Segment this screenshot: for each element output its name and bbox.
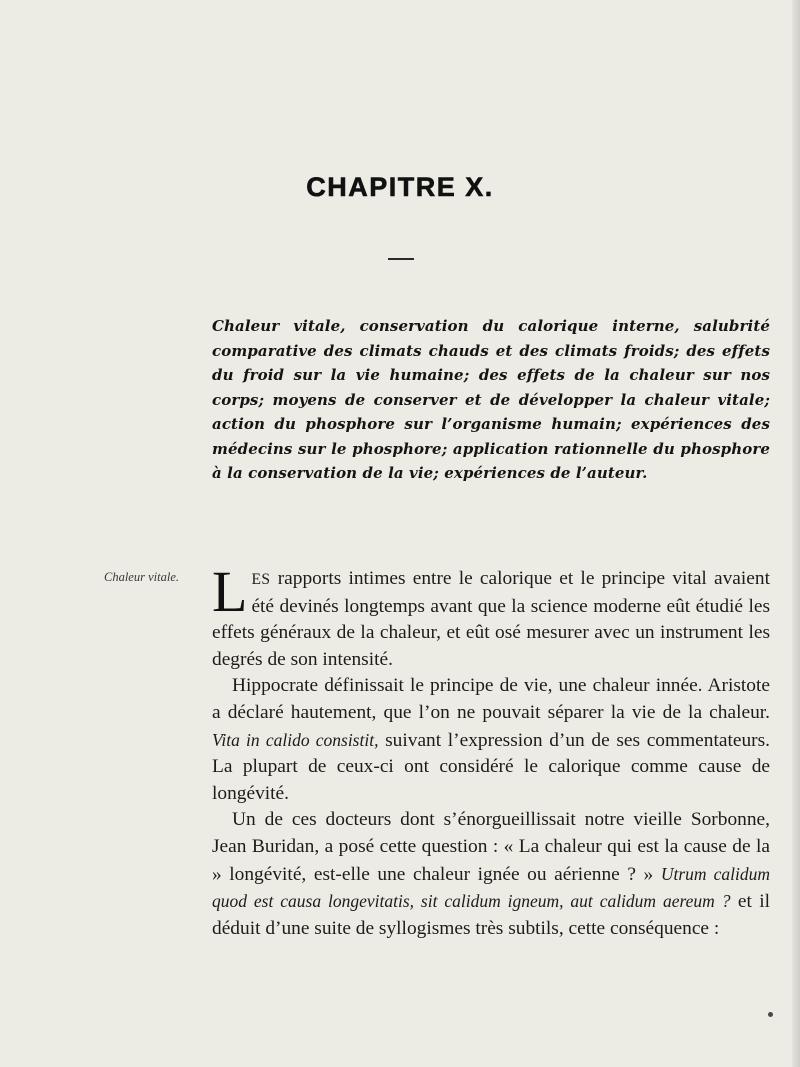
paragraph-1 [212,559,770,673]
paragraph-3-text-before: Un de ces docteurs dont s’énorgueillissait notre vieille Sorbonne, Jean Buridan, a posé cette question : « La chaleur qui est la cause de la » longévité, est-elle une chaleur ignée ou aérienne ? » [212,809,770,885]
body-text [212,559,771,942]
paragraph-1-text: rapports intimes entre le calorique et le principe vital avaient été devinés longtemps avant que la science moderne eût étudié les effets généraux de la chaleur, et eût osé mesurer avec un instrument les degrés de son intensité. [212,568,770,670]
small-caps-lead: ES [251,571,271,588]
page-edge [792,0,800,1067]
ink-speck [768,1012,773,1017]
paragraph-2 [212,673,770,807]
title-rule [388,258,414,260]
chapter-summary: Chaleur vitale, conservation du calorique interne, salubrité comparative des climats chauds et des climats froids; des effets du froid sur la vie humaine; des effets de la chaleur sur nos corps; moyens de conserver et de développer la chaleur vitale; action du phosphore sur l’organisme humain; expériences des médecins sur le phosphore; application rationnelle du phosphore à la conservation de la vie; expériences de l’auteur. [212,317,770,482]
paragraph-3-text-after: et il déduit d’une suite de syllogismes très subtils, cette conséquence : [212,891,770,939]
paragraph-2-text-before: Hippocrate définissait le principe de vie, une chaleur innée. Aristote a déclaré hautement, que l’on ne pouvait séparer la vie de la chaleur. [212,675,770,723]
margin-note: Chaleur vitale. [104,570,179,584]
chapter-title: CHAPITRE X. [306,172,494,202]
latin-quote: Vita in calido consistit, [212,729,379,750]
drop-cap: L [212,559,248,624]
paragraph-3 [212,807,770,942]
paragraph-2-text-after: suivant l’expression d’un de ses commentateurs. La plupart de ceux-ci ont considéré le calorique comme cause de longévité. [212,729,770,804]
latin-question: Utrum calidum quod est causa longevitatis, sit calidum igneum, aut calidum aereum ? [212,863,771,912]
